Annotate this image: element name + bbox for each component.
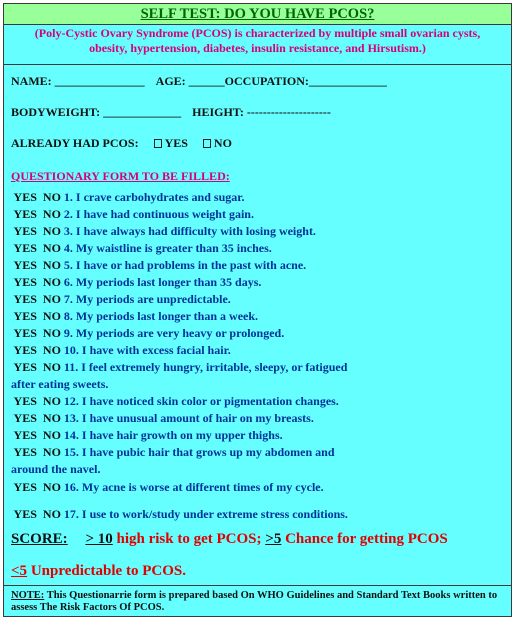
question-row xyxy=(11,190,244,205)
occupation-blank[interactable]: _____________ xyxy=(308,74,387,88)
already-had-pcos-label: ALREADY HAD PCOS: xyxy=(11,136,139,150)
occupation-label: OCCUPATION: xyxy=(224,74,309,88)
question-row xyxy=(11,480,324,495)
score-label: SCORE: xyxy=(11,531,68,547)
name-age-occupation-row xyxy=(11,74,387,89)
question-row xyxy=(11,445,335,460)
age-blank[interactable]: ______ xyxy=(188,74,225,88)
no-label: NO xyxy=(213,136,232,150)
divider xyxy=(4,64,511,65)
question-text: 13. I have unusual amount of hair on my breasts. xyxy=(63,411,314,425)
question-text: after eating sweets. xyxy=(11,377,109,391)
question-text: 11. I feel extremely hungry, irritable, sleepy, or fatigued xyxy=(63,360,348,374)
bodyweight-label: BODYWEIGHT: xyxy=(11,105,101,119)
subtitle-line-1: (Poly-Cystic Ovary Syndrome (PCOS) is characterized by multiple small ovarian cysts, xyxy=(34,26,481,40)
question-text: 4. My waistline is greater than 35 inches. xyxy=(63,241,272,255)
score-low-mark: <5 xyxy=(11,563,28,579)
divider xyxy=(4,585,511,586)
yes-no-options[interactable]: YES NO xyxy=(11,326,61,340)
score-high-mark: > 10 xyxy=(85,531,113,547)
question-row xyxy=(11,326,284,341)
question-row xyxy=(11,241,272,256)
question-text: 14. I have hair growth on my upper thighs. xyxy=(63,428,283,442)
form-subtitle xyxy=(4,26,511,56)
question-text: 6. My periods last longer than 35 days. xyxy=(63,275,262,289)
question-row xyxy=(11,462,100,477)
yes-no-options[interactable]: YES NO xyxy=(11,292,61,306)
yes-checkbox[interactable] xyxy=(154,139,162,148)
question-text: 3. I have always had difficulty with losing weight. xyxy=(63,224,316,238)
yes-no-options[interactable]: YES NO xyxy=(11,258,61,272)
yes-no-options[interactable]: YES NO xyxy=(11,190,61,204)
question-text: 17. I use to work/study under extreme stress conditions. xyxy=(63,507,348,521)
bodyweight-height-row xyxy=(11,105,331,120)
score-row xyxy=(11,530,448,548)
question-text: 10. I have with excess facial hair. xyxy=(63,343,231,357)
height-blank[interactable]: --------------------- xyxy=(246,105,331,119)
note-label: NOTE: xyxy=(11,590,45,601)
subtitle-line-2: obesity, hypertension, diabetes, insulin resistance, and Hirsutism.) xyxy=(89,41,426,55)
yes-no-options[interactable]: YES NO xyxy=(11,275,61,289)
question-text: 7. My periods are unpredictable. xyxy=(63,292,231,306)
yes-no-options[interactable]: YES NO xyxy=(11,343,61,357)
yes-no-options[interactable]: YES NO xyxy=(11,411,61,425)
question-row xyxy=(11,394,339,409)
question-text: 15. I have pubic hair that grows up my abdomen and xyxy=(63,445,335,459)
yes-no-options[interactable]: YES NO xyxy=(11,309,61,323)
note-line-1 xyxy=(11,590,497,602)
question-row xyxy=(11,207,254,222)
yes-no-options[interactable]: YES NO xyxy=(11,480,61,494)
questionnaire-heading: QUESTIONARY FORM TO BE FILLED: xyxy=(11,169,230,183)
score-low-row xyxy=(11,562,186,580)
question-text: 12. I have noticed skin color or pigmentation changes. xyxy=(63,394,339,408)
yes-no-options[interactable]: YES NO xyxy=(11,445,61,459)
pcos-self-test-form xyxy=(3,3,512,617)
note-text-1: This Questionarrie form is prepared based On WHO Guidelines and Standard Text Books written to xyxy=(46,590,498,601)
question-row xyxy=(11,360,347,375)
question-row xyxy=(11,275,261,290)
age-label: AGE: xyxy=(155,74,186,88)
question-row xyxy=(11,224,316,239)
yes-no-options[interactable]: YES NO xyxy=(11,241,61,255)
score-chance-text: Chance for getting PCOS xyxy=(285,531,448,547)
question-row xyxy=(11,377,108,392)
yes-no-options[interactable]: YES NO xyxy=(11,360,61,374)
question-text: around the navel. xyxy=(11,462,101,476)
question-row xyxy=(11,411,314,426)
yes-no-options[interactable]: YES NO xyxy=(11,394,61,408)
question-text: 16. My acne is worse at different times of my cycle. xyxy=(63,480,324,494)
question-text: 5. I have or had problems in the past with acne. xyxy=(63,258,307,272)
yes-no-options[interactable]: YES NO xyxy=(11,207,61,221)
height-label: HEIGHT: xyxy=(192,105,244,119)
question-text: 2. I have had continuous weight gain. xyxy=(63,207,254,221)
score-low-text: Unpredictable to PCOS. xyxy=(30,563,186,579)
question-row xyxy=(11,428,283,443)
form-title: SELF TEST: DO YOU HAVE PCOS? xyxy=(4,4,511,25)
yes-label: YES xyxy=(164,136,188,150)
yes-no-options[interactable]: YES NO xyxy=(11,428,61,442)
question-text: 8. My periods last longer than a week. xyxy=(63,309,259,323)
score-high-text: high risk to get PCOS; xyxy=(116,531,262,547)
question-row xyxy=(11,258,306,273)
question-row xyxy=(11,309,258,324)
name-blank[interactable]: _______________ xyxy=(54,74,145,88)
question-text: 9. My periods are very heavy or prolonged. xyxy=(63,326,285,340)
score-chance-mark: >5 xyxy=(265,531,282,547)
question-row xyxy=(11,507,348,522)
name-label: NAME: xyxy=(11,74,52,88)
note-line-2: assess The Risk Factors Of PCOS. xyxy=(11,602,165,613)
yes-no-options[interactable]: YES NO xyxy=(11,224,61,238)
no-checkbox[interactable] xyxy=(203,139,211,148)
bodyweight-blank[interactable]: _____________ xyxy=(103,105,182,119)
question-row xyxy=(11,343,231,358)
already-had-pcos-row xyxy=(11,136,232,151)
yes-no-options[interactable]: YES NO xyxy=(11,507,61,521)
question-row xyxy=(11,292,231,307)
question-text: 1. I crave carbohydrates and sugar. xyxy=(63,190,245,204)
